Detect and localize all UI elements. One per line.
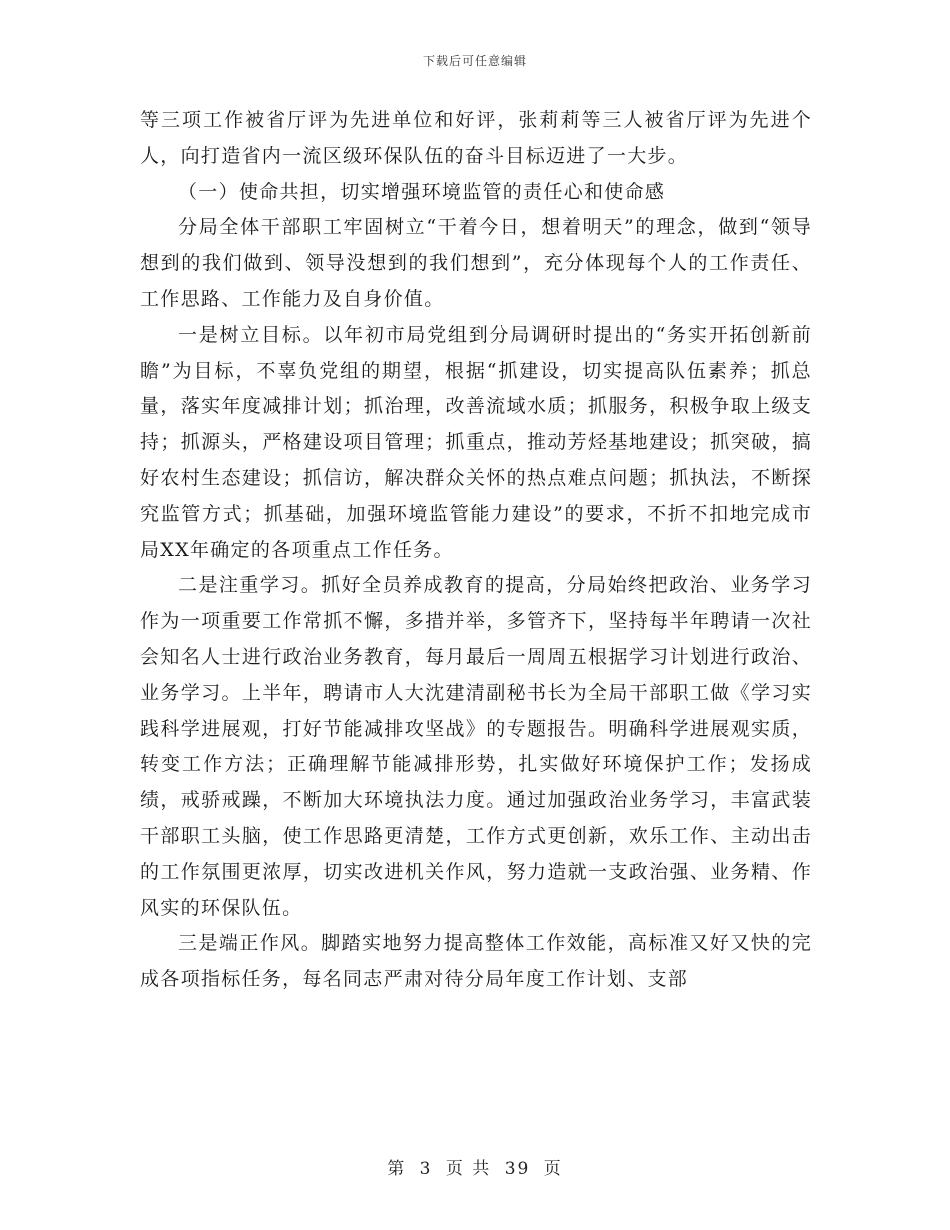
page-total: 39 [504,1159,531,1179]
paragraph: 一是树立目标。以年初市局党组到分局调研时提出的“务实开拓创新前瞻”为目标，不辜负党组的期望，根据“抓建设，切实提高队伍素养；抓总量，落实年度减排计划；抓治理，改善流域水质；抓服务，积极争取上级支持；抓源头，严格建设项目管理；抓重点，推动芳烃基地建设；抓突破，搞好农村生态建设；抓信访，解决群众关怀的热点难点问题；抓执法，不断探究监管方式；抓基础，加强环境监管能力建设”的要求，不折不扣地完成市局XX年确定的各项重点工作任务。 [140,323,812,561]
paragraph: 三是端正作风。脚踏实地努力提高整体工作效能，高标准又好又快的完成各项指标任务，每名同志严肃对待分局年度工作计划、支部 [140,932,812,991]
section-heading: （一）使命共担，切实增强环境监管的责任心和使命感 [178,180,666,203]
page-label-prefix: 第 [387,1159,407,1179]
paragraph: 分局全体干部职工牢固树立“干着今日，想着明天”的理念，做到“领导想到的我们做到、领导没想到的我们想到”，充分体现每个人的工作责任、工作思路、工作能力及自身价值。 [140,216,812,310]
header-note: 下载后可任意编辑 [422,54,527,68]
page-footer [0,1154,950,1179]
page-label-mid: 页 共 [445,1159,492,1179]
paragraph-continuation: 等三项工作被省厅评为先进单位和好评，张莉莉等三人被省厅评为先进个人，向打造省内一流区级环保队伍的奋斗目标迈进了一大步。 [140,109,812,167]
page-label-suffix: 页 [543,1159,563,1179]
paragraph: 二是注重学习。抓好全员养成教育的提高，分局始终把政治、业务学习作为一项重要工作常抓不懈，多措并举，多管齐下，坚持每半年聘请一次社会知名人士进行政治业务教育，每月最后一周周五根据学习计划进行政治、业务学习。上半年，聘请市人大沈建清副秘书长为全局干部职工做《学习实践科学进展观，打好节能减排攻坚战》的专题报告。明确科学进展观实质，转变工作方法；正确理解节能减排形势，扎实做好环境保护工作；发扬成绩，戒骄戒躁，不断加大环境执法力度。通过加强政治业务学习，丰富武装干部职工头脑，使工作思路更清楚，工作方式更创新，欢乐工作、主动出击的工作氛围更浓厚，切实改进机关作风，努力造就一支政治强、业务精、作风实的环保队伍。 [140,574,812,919]
document-body [140,103,812,998]
page-current: 3 [419,1159,433,1179]
